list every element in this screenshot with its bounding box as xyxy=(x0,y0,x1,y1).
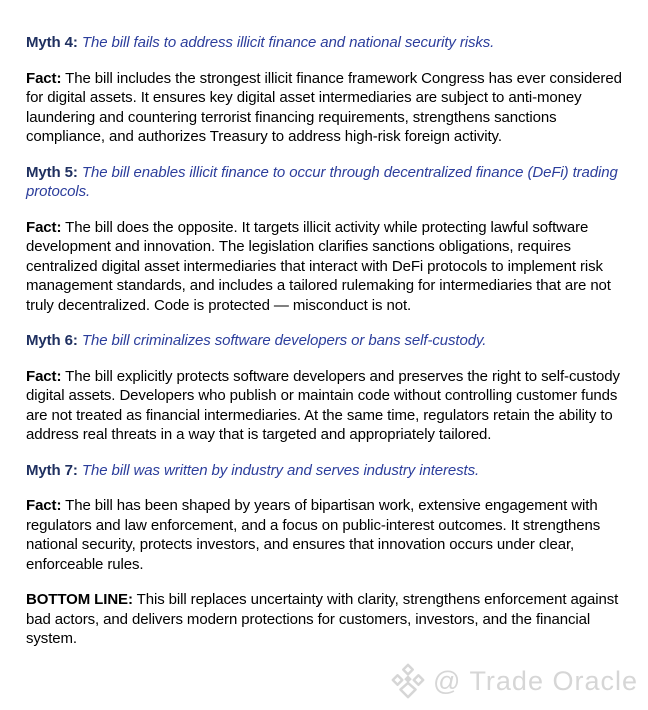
bottom-line-label: BOTTOM LINE: xyxy=(26,591,133,608)
fact-text: The bill includes the strongest illicit finance framework Congress has ever considered for digital assets. It ensures key digital asset intermediaries are subject to anti-money laundering and countering terrorist financing requirements, strengthens sanctions compliance, and authorizes Treasury to address high-risk foreign activity. xyxy=(26,69,622,145)
watermark-text: @ Trade Oracle xyxy=(433,666,638,696)
fact-paragraph xyxy=(26,496,628,574)
myth-text: The bill fails to address illicit finance and national security risks. xyxy=(81,34,495,51)
myth-heading xyxy=(26,461,628,481)
fact-text: The bill has been shaped by years of bipartisan work, extensive engagement with regulators and law enforcement, and a focus on public-interest outcomes. It strengthens national security, protects investors, and ensures that innovation occurs under clear, enforceable rules. xyxy=(26,497,601,573)
fact-paragraph xyxy=(26,218,628,316)
gem-icon xyxy=(389,662,427,700)
fact-label: Fact: xyxy=(26,69,62,87)
bottom-line-paragraph xyxy=(26,590,628,649)
fact-text: The bill does the opposite. It targets illicit activity while protecting lawful software development and innovation. The legislation clarifies sanctions obligations, requires centralized digital asset intermediaries that interact with DeFi protocols to implement risk management standards, and includes a tailored rulemaking for intermediaries that are not truly decentralized. Code is protected — misconduct is not. xyxy=(26,218,611,314)
fact-paragraph xyxy=(26,367,628,445)
myth-heading xyxy=(26,163,628,202)
myth-section-6 xyxy=(26,331,628,445)
myth-section-5 xyxy=(26,163,628,316)
myth-text: The bill enables illicit finance to occur through decentralized finance (DeFi) trading protocols. xyxy=(26,163,618,200)
watermark xyxy=(389,662,638,700)
myth-text: The bill was written by industry and serves industry interests. xyxy=(81,461,480,479)
fact-paragraph xyxy=(26,69,628,147)
myth-label: Myth 4: xyxy=(26,34,78,51)
myth-heading xyxy=(26,331,628,351)
myth-label: Myth 6: xyxy=(26,332,78,349)
myth-label: Myth 7: xyxy=(26,461,78,479)
bottom-line-text: This bill replaces uncertainty with clarity, strengthens enforcement against bad actors, and delivers modern protections for customers, investors, and the financial system. xyxy=(26,591,619,647)
myth-label: Myth 5: xyxy=(26,163,78,181)
fact-label: Fact: xyxy=(26,497,62,514)
fact-label: Fact: xyxy=(26,218,62,236)
fact-label: Fact: xyxy=(26,367,62,385)
myth-section-4 xyxy=(26,33,628,147)
myth-section-7 xyxy=(26,461,628,575)
myth-text: The bill criminalizes software developers or bans self-custody. xyxy=(81,332,487,349)
myth-heading xyxy=(26,33,628,53)
fact-text: The bill explicitly protects software developers and preserves the right to self-custody digital assets. Developers who publish or maintain code without controlling customer funds are not treated as financial intermediaries. At the same time, regulators retain the ability to address real threats in a way that is targeted and appropriately tailored. xyxy=(26,367,620,443)
